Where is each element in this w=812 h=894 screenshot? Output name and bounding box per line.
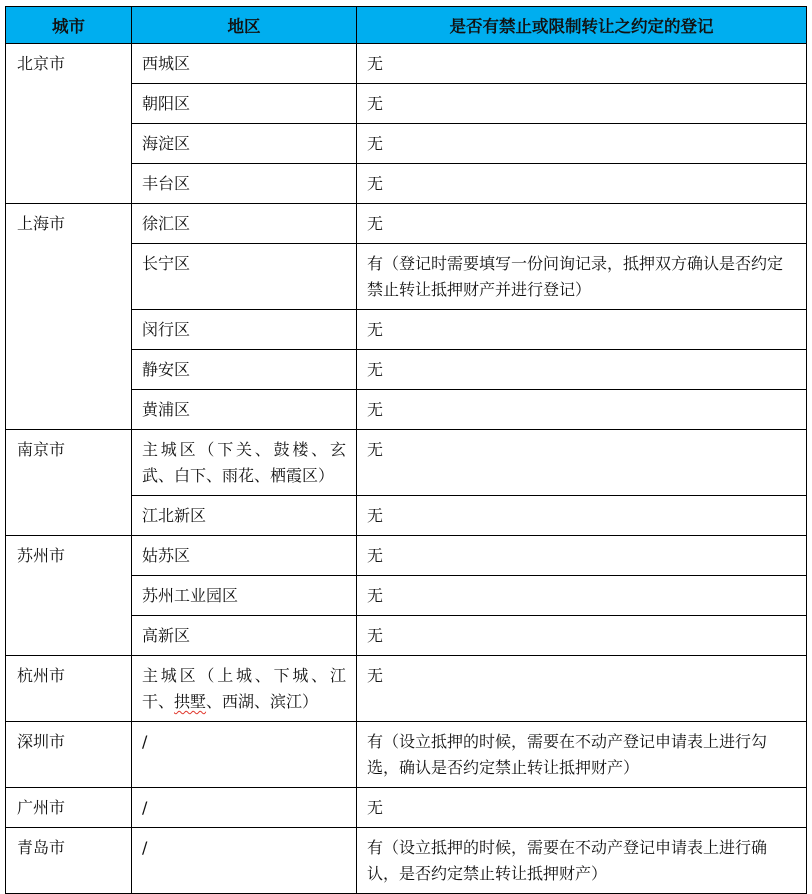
status-cell: 有（设立抵押的时候，需要在不动产登记申请表上进行确认，是否约定禁止转让抵押财产） (357, 828, 807, 894)
header-region: 地区 (132, 7, 357, 44)
status-cell: 有（设立抵押的时候，需要在不动产登记申请表上进行勾选，确认是否约定禁止转让抵押财产） (357, 722, 807, 788)
region-cell: 苏州工业园区 (132, 576, 357, 616)
region-text-before: 主城区（上城、下城、江干、 (142, 666, 346, 711)
city-cell: 深圳市 (6, 722, 132, 788)
region-cell: 西城区 (132, 44, 357, 84)
status-cell: 无 (357, 350, 807, 390)
region-cell (132, 656, 357, 722)
table-header (6, 7, 807, 44)
status-cell: 无 (357, 124, 807, 164)
city-cell: 南京市 (6, 430, 132, 536)
region-cell: / (132, 828, 357, 894)
table-row (6, 656, 807, 722)
region-cell: 长宁区 (132, 244, 357, 310)
region-cell: 徐汇区 (132, 204, 357, 244)
table-row (6, 828, 807, 894)
status-cell: 无 (357, 576, 807, 616)
region-text-after: 、西湖、滨江） (206, 692, 319, 711)
spellcheck-underlined-word: 拱墅 (174, 692, 207, 711)
region-cell: 高新区 (132, 616, 357, 656)
city-cell: 北京市 (6, 44, 132, 204)
region-cell: 海淀区 (132, 124, 357, 164)
table-row (6, 430, 807, 496)
region-cell: 姑苏区 (132, 536, 357, 576)
table-row (6, 44, 807, 84)
status-cell: 无 (357, 310, 807, 350)
region-cell: 江北新区 (132, 496, 357, 536)
region-cell: 丰台区 (132, 164, 357, 204)
city-cell: 青岛市 (6, 828, 132, 894)
region-cell: 主城区（下关、鼓楼、玄武、白下、雨花、栖霞区） (132, 430, 357, 496)
status-cell: 无 (357, 390, 807, 430)
status-cell: 无 (357, 536, 807, 576)
status-cell: 无 (357, 84, 807, 124)
status-cell: 无 (357, 430, 807, 496)
city-cell: 广州市 (6, 788, 132, 828)
table-body (6, 44, 807, 894)
status-cell: 有（登记时需要填写一份问询记录，抵押双方确认是否约定禁止转让抵押财产并进行登记） (357, 244, 807, 310)
region-cell: / (132, 722, 357, 788)
region-cell: / (132, 788, 357, 828)
registration-restriction-table (5, 6, 807, 894)
city-cell: 杭州市 (6, 656, 132, 722)
status-cell: 无 (357, 204, 807, 244)
table-row (6, 536, 807, 576)
header-row (6, 7, 807, 44)
city-cell: 苏州市 (6, 536, 132, 656)
table-row (6, 204, 807, 244)
region-cell: 闵行区 (132, 310, 357, 350)
status-cell: 无 (357, 616, 807, 656)
status-cell: 无 (357, 164, 807, 204)
status-cell: 无 (357, 496, 807, 536)
status-cell: 无 (357, 788, 807, 828)
region-cell: 静安区 (132, 350, 357, 390)
status-cell: 无 (357, 656, 807, 722)
table-row (6, 722, 807, 788)
region-cell: 黄浦区 (132, 390, 357, 430)
header-restriction: 是否有禁止或限制转让之约定的登记 (357, 7, 807, 44)
region-cell: 朝阳区 (132, 84, 357, 124)
header-city: 城市 (6, 7, 132, 44)
city-cell: 上海市 (6, 204, 132, 430)
table-row (6, 788, 807, 828)
status-cell: 无 (357, 44, 807, 84)
